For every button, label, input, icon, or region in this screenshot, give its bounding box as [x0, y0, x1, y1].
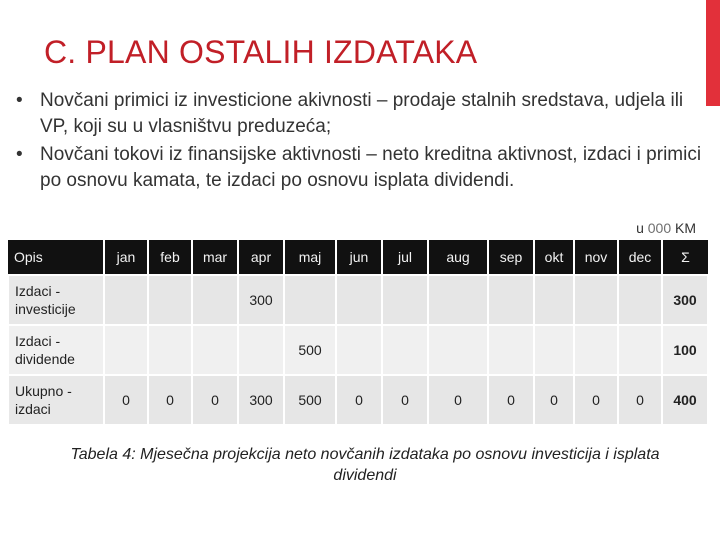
row-label: Izdaci - dividende	[8, 325, 104, 375]
unit-prefix: u	[636, 220, 648, 236]
table-cell: 0	[192, 375, 238, 425]
table-cell: 0	[488, 375, 534, 425]
unit-suffix: KM	[671, 220, 696, 236]
table-cell	[104, 275, 148, 325]
table-row	[8, 375, 708, 425]
table-cell	[534, 275, 574, 325]
table-cell	[488, 275, 534, 325]
table-cell	[428, 325, 488, 375]
table-cell: 500	[284, 325, 336, 375]
column-header: aug	[428, 240, 488, 275]
row-label: Ukupno - izdaci	[8, 375, 104, 425]
table-cell	[148, 275, 192, 325]
table-caption: Tabela 4: Mjesečna projekcija neto novčanih izdataka po osnovu investicija i isplata dividendi	[70, 446, 660, 484]
row-label: Izdaci - investicije	[8, 275, 104, 325]
table-cell: 0	[104, 375, 148, 425]
column-header: jun	[336, 240, 382, 275]
column-header: feb	[148, 240, 192, 275]
bullet-item	[16, 88, 706, 140]
column-header: jul	[382, 240, 428, 275]
table-cell: 0	[534, 375, 574, 425]
column-header: jan	[104, 240, 148, 275]
table-cell: 300	[238, 375, 284, 425]
table-cell	[148, 325, 192, 375]
table-cell	[336, 275, 382, 325]
table-cell: 0	[336, 375, 382, 425]
column-header: maj	[284, 240, 336, 275]
table-cell: 0	[574, 375, 618, 425]
table-cell	[534, 325, 574, 375]
total-cell: 400	[662, 375, 708, 425]
table-cell	[428, 275, 488, 325]
bullet-text: Novčani tokovi iz finansijske aktivnosti – neto kreditna aktivnost, izdaci i primici po osnovu kamata, te izdaci po osnovu isplata dividendi.	[40, 144, 702, 191]
column-header: okt	[534, 240, 574, 275]
table-cell	[488, 325, 534, 375]
column-header: Opis	[8, 240, 104, 275]
table-cell: 0	[382, 375, 428, 425]
table-cell	[618, 275, 662, 325]
column-header: apr	[238, 240, 284, 275]
table-cell	[192, 325, 238, 375]
table-row	[8, 275, 708, 325]
bullet-marker: •	[16, 144, 23, 165]
bullet-marker: •	[16, 90, 23, 111]
total-cell: 100	[662, 325, 708, 375]
table-cell	[104, 325, 148, 375]
table-cell	[574, 275, 618, 325]
table-cell	[618, 325, 662, 375]
table-cell: 500	[284, 375, 336, 425]
column-header: Σ	[662, 240, 708, 275]
bullet-list	[16, 88, 706, 196]
unit-note	[636, 220, 696, 236]
table-cell	[192, 275, 238, 325]
table-cell	[238, 325, 284, 375]
column-header: sep	[488, 240, 534, 275]
table-cell	[382, 275, 428, 325]
table-cell	[336, 325, 382, 375]
column-header: dec	[618, 240, 662, 275]
unit-number: 000	[647, 220, 672, 236]
table-cell: 0	[148, 375, 192, 425]
table-cell	[574, 325, 618, 375]
total-cell: 300	[662, 275, 708, 325]
table-header-row	[8, 240, 708, 275]
accent-bar	[706, 0, 720, 106]
table-cell: 0	[428, 375, 488, 425]
table-cell	[284, 275, 336, 325]
bullet-text: Novčani primici iz investicione akivnosti – prodaje stalnih sredstava, udjela ili VP, koji su u vlasništvu preduzeća;	[40, 90, 684, 137]
table-cell: 0	[618, 375, 662, 425]
expense-table	[7, 240, 709, 426]
bullet-item	[16, 142, 706, 194]
table-cell	[382, 325, 428, 375]
page-title: C. PLAN OSTALIH IZDATAKA	[44, 34, 478, 70]
column-header: nov	[574, 240, 618, 275]
table-row	[8, 325, 708, 375]
column-header: mar	[192, 240, 238, 275]
table-cell: 300	[238, 275, 284, 325]
